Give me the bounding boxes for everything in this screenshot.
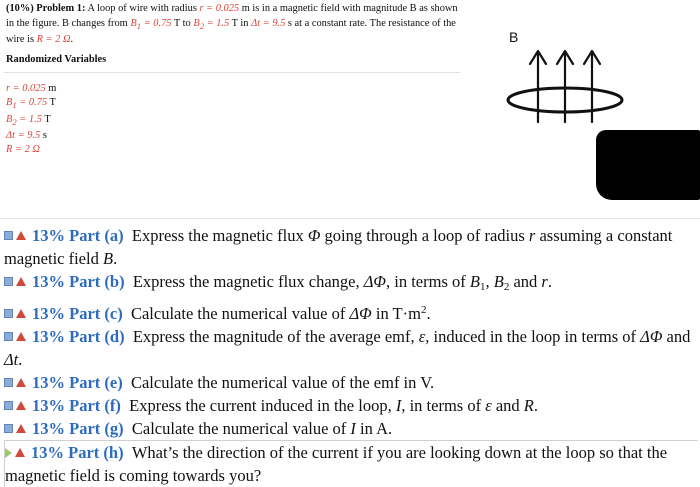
- expand-icon[interactable]: [4, 277, 13, 286]
- equals: =: [42, 34, 56, 46]
- var-value: 2 Ω: [24, 144, 40, 156]
- var-symbol: B: [130, 17, 137, 29]
- part-label: Part (c): [69, 304, 123, 323]
- redacted-blot: [596, 130, 700, 200]
- part-c[interactable]: [4, 299, 698, 325]
- var-unit: T: [41, 113, 51, 125]
- var-symbol: Δt: [251, 17, 261, 29]
- problem-text: T to: [171, 17, 194, 29]
- part-text: in T·m: [371, 304, 421, 323]
- equals: =: [16, 97, 29, 109]
- part-text: Calculate the numerical value of the emf in V.: [130, 373, 435, 392]
- var-unit: m: [45, 83, 57, 94]
- warning-icon: [16, 378, 26, 387]
- warning-icon: [16, 309, 26, 318]
- equals: =: [141, 17, 154, 29]
- part-text: ,: [485, 272, 494, 291]
- symbol: I: [395, 396, 402, 415]
- warning-icon: [16, 277, 26, 286]
- divider: [4, 72, 460, 73]
- var-subscript: 2: [199, 20, 205, 31]
- var-symbol: Δt: [6, 130, 15, 142]
- part-text: .: [533, 396, 539, 415]
- part-text: Express the magnetic flux change,: [132, 272, 364, 291]
- symbol: B: [469, 272, 480, 291]
- part-percent: 13%: [32, 373, 65, 392]
- warning-icon: [16, 424, 26, 433]
- var-subscript: 1: [136, 20, 142, 31]
- part-text: assuming a constant magnetic field: [4, 226, 673, 268]
- expand-icon[interactable]: [4, 332, 13, 341]
- var-unit: s: [40, 130, 47, 142]
- divider: [0, 218, 700, 219]
- part-d[interactable]: [4, 325, 698, 371]
- part-label: Part (h): [68, 443, 124, 462]
- part-text: going through a loop of radius: [320, 226, 529, 245]
- part-label: Part (e): [69, 373, 123, 392]
- problem-text: A loop of wire with radius: [87, 3, 200, 14]
- variable-row: [6, 143, 56, 157]
- symbol: ε: [485, 396, 492, 415]
- warning-icon: [16, 332, 26, 341]
- part-percent: 13%: [32, 327, 65, 346]
- part-text: Express the magnetic flux: [131, 226, 308, 245]
- variable-row: [6, 96, 56, 112]
- symbol: ΔΦ: [363, 272, 386, 291]
- part-text: and: [509, 272, 542, 291]
- expand-icon[interactable]: [4, 378, 13, 387]
- play-icon[interactable]: [5, 448, 12, 458]
- parts-list: [4, 224, 698, 487]
- part-label: Part (a): [69, 226, 124, 245]
- warning-icon: [16, 401, 26, 410]
- part-h[interactable]: [4, 440, 698, 487]
- symbol: r: [541, 272, 548, 291]
- problem-text: .: [70, 34, 74, 46]
- part-text: , induced in the loop in terms of: [425, 327, 641, 346]
- expand-icon[interactable]: [4, 401, 13, 410]
- part-b[interactable]: [4, 270, 698, 299]
- expand-icon[interactable]: [4, 424, 13, 433]
- part-text: .: [113, 249, 118, 268]
- equals: =: [203, 3, 216, 14]
- part-text: Express the magnitude of the average emf,: [132, 327, 419, 346]
- var-value: 1.5: [216, 17, 230, 29]
- variable-row: [6, 129, 56, 143]
- var-symbol: R: [36, 34, 43, 46]
- subscript: 1: [479, 281, 486, 293]
- part-percent: 13%: [32, 396, 65, 415]
- symbol: ΔΦ: [349, 304, 372, 323]
- symbol: Φ: [307, 226, 321, 245]
- var-symbol: B: [6, 113, 13, 125]
- part-text: and: [491, 396, 524, 415]
- part-text: .: [18, 350, 23, 369]
- var-value: 0.75: [28, 97, 48, 109]
- problem-statement: [6, 2, 466, 48]
- symbol: B: [493, 272, 504, 291]
- part-g[interactable]: [4, 417, 698, 440]
- part-text: in A.: [355, 419, 393, 438]
- var-symbol: B: [193, 17, 200, 29]
- part-text: , in terms of: [401, 396, 486, 415]
- var-subscript: 2: [12, 116, 17, 127]
- part-text: What’s the direction of the current if you are looking down at the loop so that the magnetic field is coming towards you?: [5, 443, 668, 485]
- part-label: Part (g): [69, 419, 124, 438]
- part-text: Express the current induced in the loop,: [129, 396, 396, 415]
- part-text: .: [547, 272, 552, 291]
- equals: =: [260, 17, 273, 29]
- expand-icon[interactable]: [4, 231, 13, 240]
- var-value: 9.5: [27, 130, 41, 142]
- part-text: and: [662, 327, 691, 346]
- equals: =: [12, 144, 25, 156]
- variable-row: [6, 82, 56, 96]
- problem-text: m is in a magnetic field with magnitude B as shown in the figure. B changes from: [6, 3, 458, 29]
- var-subscript: 1: [12, 100, 17, 111]
- part-percent: 13%: [32, 304, 65, 323]
- warning-icon: [16, 231, 26, 240]
- var-symbol: R: [6, 144, 13, 156]
- problem-text: T in: [229, 17, 252, 29]
- symbol: Δt: [4, 350, 19, 369]
- symbol: I: [350, 419, 356, 438]
- var-value: 0.025: [22, 83, 46, 94]
- equals: =: [15, 130, 28, 142]
- part-text: Calculate the numerical value of: [131, 419, 351, 438]
- part-label: Part (f): [69, 396, 121, 415]
- randomized-variables-list: [6, 82, 56, 158]
- problem-number: (10%) Problem 1:: [6, 3, 86, 14]
- problem-text: s at a constant rate. The resistance of the wire is: [6, 17, 456, 46]
- var-value: 1.5: [28, 113, 42, 125]
- part-e[interactable]: [4, 371, 698, 394]
- randomized-variables-title: Randomized Variables: [6, 54, 107, 65]
- part-label: Part (b): [69, 272, 125, 291]
- part-a[interactable]: [4, 224, 698, 270]
- equals: =: [10, 83, 23, 94]
- symbol: ΔΦ: [640, 327, 663, 346]
- warning-icon: [15, 448, 25, 457]
- symbol: ε: [418, 327, 426, 346]
- part-percent: 13%: [31, 443, 64, 462]
- equals: =: [16, 113, 29, 125]
- symbol: r: [528, 226, 536, 245]
- part-text: .: [426, 304, 431, 323]
- var-symbol: r: [6, 83, 11, 94]
- part-percent: 13%: [32, 272, 65, 291]
- equals: =: [204, 17, 217, 29]
- part-text: Calculate the numerical value of: [130, 304, 350, 323]
- var-unit: T: [47, 97, 56, 109]
- var-value: 0.75: [153, 17, 172, 29]
- var-symbol: B: [6, 97, 13, 109]
- part-percent: 13%: [32, 226, 65, 245]
- part-text: , in terms of: [386, 272, 470, 291]
- var-value: 9.5: [272, 17, 286, 29]
- variable-row: [6, 113, 56, 129]
- subscript: 2: [503, 281, 510, 293]
- var-value: 2 Ω: [55, 34, 71, 46]
- var-value: 0.025: [215, 3, 240, 14]
- expand-icon[interactable]: [4, 309, 13, 318]
- part-label: Part (d): [69, 327, 125, 346]
- var-symbol: r: [199, 3, 204, 14]
- part-percent: 13%: [32, 419, 65, 438]
- symbol: R: [523, 396, 534, 415]
- symbol: B: [102, 249, 114, 268]
- superscript: 2: [420, 304, 427, 316]
- part-f[interactable]: [4, 394, 698, 417]
- field-label: B: [509, 29, 519, 45]
